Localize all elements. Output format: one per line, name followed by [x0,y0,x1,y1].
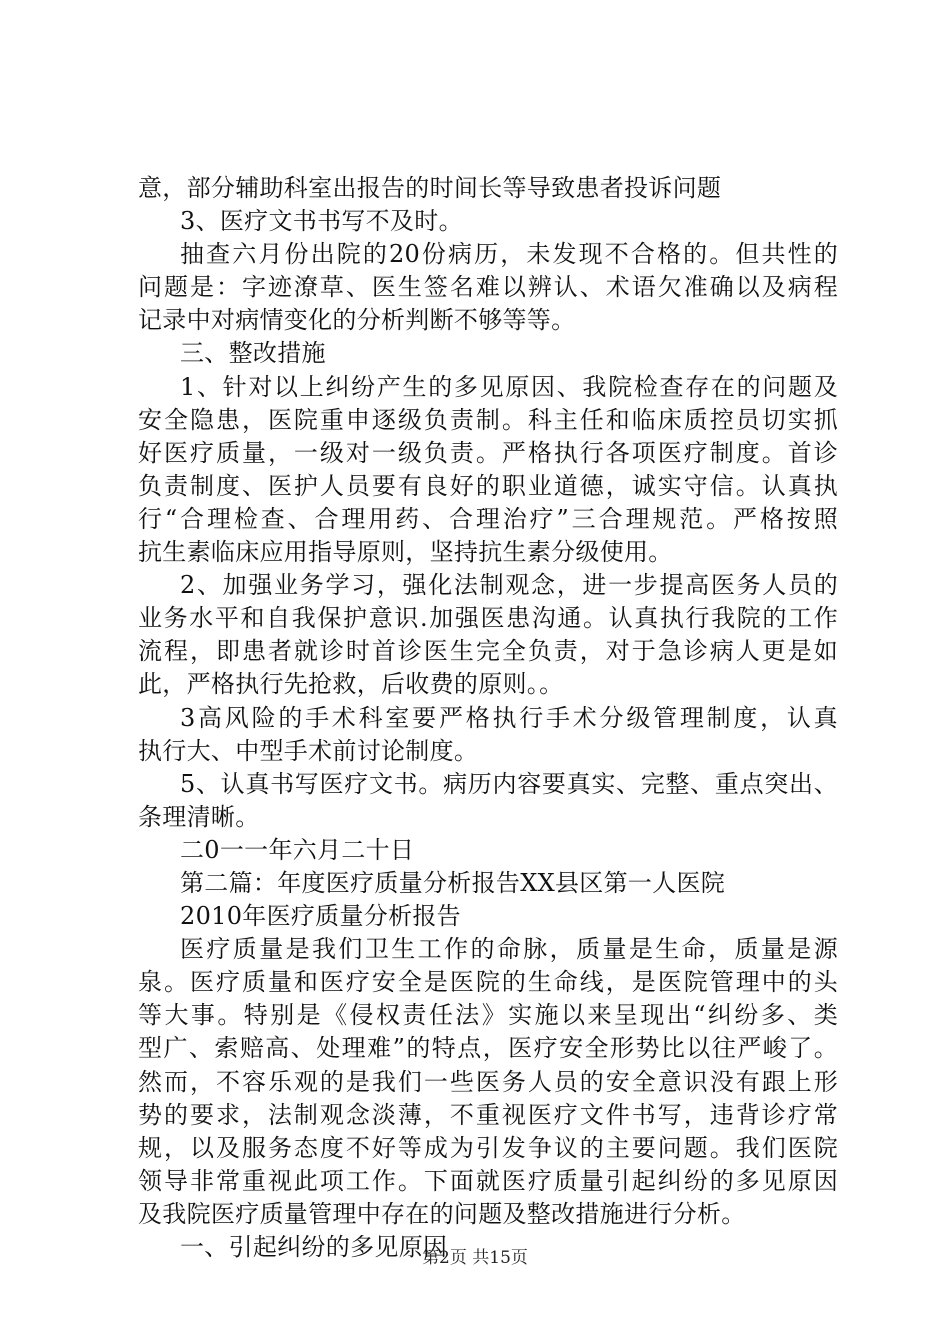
text-line: 2、加强业务学习，强化法制观念，进一步提高医务人员的 [180,571,838,600]
text-line: 然而，不容乐观的是我们一些医务人员的安全意识没有跟上形 [138,1067,838,1096]
text-line: 安全隐患，医院重申逐级负责制。科主任和临床质控员切实抓 [138,405,838,434]
text-line: 3高风险的手术科室要严格执行手术分级管理制度，认真 [180,703,838,732]
text-line: 3、医疗文书书写不及时。 [180,207,463,236]
text-line: 第二篇：年度医疗质量分析报告XX县区第一人医院 [180,868,726,897]
text-line: 抗生素临床应用指导原则，坚持抗生素分级使用。 [138,538,673,567]
text-line: 此，严格执行先抢救，后收费的原则。。 [138,670,564,699]
text-line: 1、针对以上纠纷产生的多见原因、我院检查存在的问题及 [180,372,838,401]
text-line: 抽查六月份出院的20份病历，未发现不合格的。但共性的 [180,240,838,269]
text-line: 执行大、中型手术前讨论制度。 [138,736,479,765]
document-body [138,172,838,1264]
text-line: 二0一一年六月二十日 [180,835,415,864]
text-line: 5、认真书写医疗文书。病历内容要真实、完整、重点突出、 [180,769,838,798]
text-line: 意，部分辅助科室出报告的时间长等导致患者投诉问题 [138,174,722,202]
text-line: 泉。医疗质量和医疗安全是医院的生命线，是医院管理中的头 [138,968,838,997]
text-line: 业务水平和自我保护意识.加强医患沟通。认真执行我院的工作 [138,604,838,633]
text-line: 一、引起纠纷的多见原因 [180,1233,448,1261]
text-line: 规，以及服务态度不好等成为引发争议的主要问题。我们医院 [138,1133,838,1162]
text-line: 型广、索赔高、处理难”的特点，医疗安全形势比以往严峻了。 [138,1034,838,1063]
text-line: 负责制度、医护人员要有良好的职业道德，诚实守信。认真执 [138,471,838,500]
text-line: 领导非常重视此项工作。下面就医疗质量引起纠纷的多见原因 [138,1166,838,1195]
text-line: 及我院医疗质量管理中存在的问题及整改措施进行分析。 [138,1199,746,1228]
text-line: 医疗质量是我们卫生工作的命脉，质量是生命，质量是源 [180,935,838,964]
text-line: 等大事。特别是《侵权责任法》实施以来呈现出“纠纷多、类 [138,1001,838,1030]
text-line: 流程，即患者就诊时首诊医生完全负责，对于急诊病人更是如 [138,637,838,666]
text-line: 行“合理检查、合理用药、合理治疗”三合理规范。严格按照 [138,504,838,533]
text-line: 势的要求，法制观念淡薄，不重视医疗文件书写，违背诊疗常 [138,1100,838,1129]
text-line: 好医疗质量，一级对一级负责。严格执行各项医疗制度。首诊 [138,438,838,467]
text-line: 问题是：字迹潦草、医生签名难以辨认、术语欠准确以及病程 [138,273,838,302]
text-line: 2010年医疗质量分析报告 [180,902,461,931]
page-footer: 第2页 共15页 [422,1248,528,1268]
text-line: 三、整改措施 [180,339,326,368]
text-line: 条理清晰。 [138,802,260,831]
text-line: 记录中对病情变化的分析判断不够等等。 [138,306,576,335]
